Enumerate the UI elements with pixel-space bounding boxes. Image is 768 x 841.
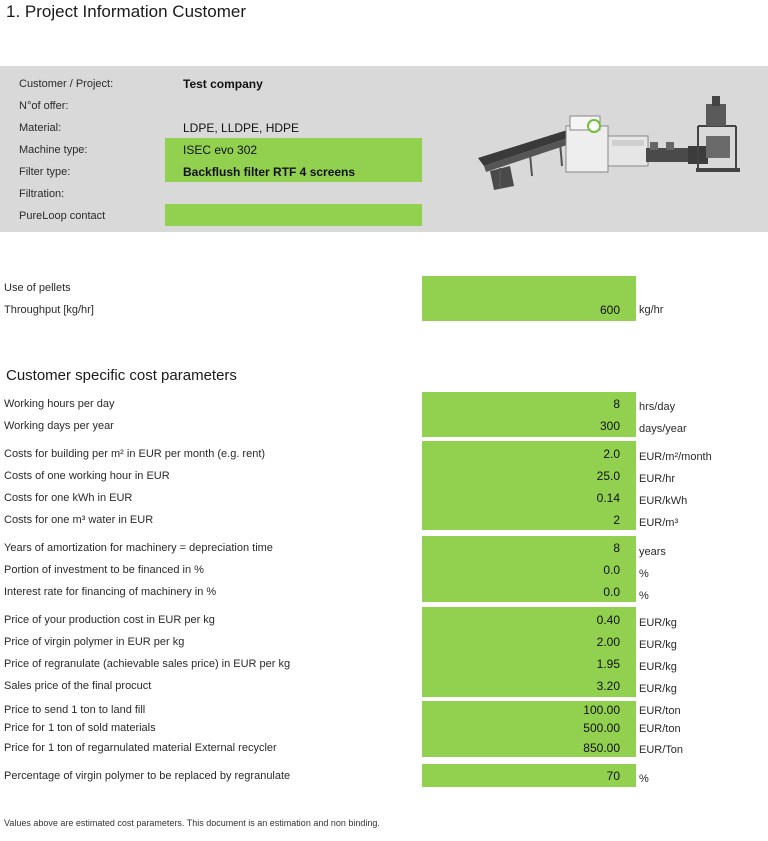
- param-label: Price for 1 ton of sold materials: [4, 722, 156, 734]
- param-value[interactable]: 8: [613, 541, 620, 555]
- footer-note: Values above are estimated cost parameters. This document is an estimation and non binding.: [4, 818, 380, 828]
- param-value[interactable]: 500.00: [583, 721, 620, 735]
- param-value[interactable]: 25.0: [596, 469, 620, 483]
- param-unit: hrs/day: [639, 401, 676, 413]
- cost-section-title: Customer specific cost parameters: [6, 367, 237, 384]
- param-unit: days/year: [639, 423, 687, 435]
- throughput-value[interactable]: 600: [599, 303, 620, 317]
- param-label: Price for 1 ton of regarnulated material External recycler: [4, 742, 277, 754]
- param-value[interactable]: 300: [599, 419, 620, 433]
- param-unit: EUR/ton: [639, 705, 681, 717]
- param-label: Working days per year: [4, 420, 114, 432]
- filter-label: Filter type:: [19, 166, 71, 178]
- param-unit: EUR/kg: [639, 617, 677, 629]
- param-unit: EUR/kg: [639, 683, 677, 695]
- param-unit: EUR/Ton: [639, 744, 684, 756]
- param-label: Years of amortization for machinery = depreciation time: [4, 542, 273, 554]
- throughput-label: Throughput [kg/hr]: [4, 304, 94, 316]
- param-value[interactable]: 2: [613, 513, 620, 527]
- param-label: Costs for one kWh in EUR: [4, 492, 133, 504]
- param-label: Costs for one m³ water in EUR: [4, 514, 154, 526]
- param-unit: EUR/ton: [639, 723, 681, 735]
- pellets-label: Use of pellets: [4, 282, 71, 294]
- param-value[interactable]: 0.0: [603, 585, 620, 599]
- param-unit: EUR/kg: [639, 639, 677, 651]
- contact-label: PureLoop contact: [19, 210, 106, 222]
- param-label: Interest rate for financing of machinery in %: [4, 586, 217, 598]
- param-unit: EUR/m³: [639, 517, 679, 529]
- param-label: Working hours per day: [4, 398, 115, 410]
- param-value[interactable]: 3.20: [596, 679, 620, 693]
- param-value[interactable]: 0.14: [596, 491, 620, 505]
- param-value[interactable]: 100.00: [583, 703, 620, 717]
- page-title: 1. Project Information Customer: [6, 2, 246, 21]
- param-value[interactable]: 0.0: [603, 563, 620, 577]
- param-label: Percentage of virgin polymer to be replaced by regranulate: [4, 770, 291, 782]
- param-value[interactable]: 1.95: [596, 657, 620, 671]
- filter-value[interactable]: Backflush filter RTF 4 screens: [183, 165, 356, 179]
- param-value[interactable]: 2.0: [603, 447, 620, 461]
- param-value[interactable]: 0.40: [596, 613, 620, 627]
- param-value[interactable]: 8: [613, 397, 620, 411]
- param-unit: %: [639, 568, 649, 580]
- param-unit: EUR/kg: [639, 661, 677, 673]
- param-unit: %: [639, 590, 649, 602]
- param-label: Price of regranulate (achievable sales price) in EUR per kg: [4, 658, 291, 670]
- param-label: Price to send 1 ton to land fill: [4, 704, 146, 716]
- param-label: Costs for building per m² in EUR per month (e.g. rent): [4, 448, 266, 460]
- customer-label: Customer / Project:: [19, 78, 114, 90]
- machine-value[interactable]: ISEC evo 302: [183, 143, 258, 157]
- param-unit: EUR/kWh: [639, 495, 688, 507]
- param-unit: years: [639, 546, 666, 558]
- customer-value[interactable]: Test company: [183, 77, 263, 91]
- param-label: Costs of one working hour in EUR: [4, 470, 170, 482]
- param-value[interactable]: 70: [606, 769, 620, 783]
- param-label: Price of your production cost in EUR per kg: [4, 614, 215, 626]
- param-value[interactable]: 850.00: [583, 741, 620, 755]
- machine-illustration: [470, 96, 750, 192]
- param-label: Sales price of the final procuct: [4, 680, 152, 692]
- material-label: Material:: [19, 122, 62, 134]
- material-value[interactable]: LDPE, LLDPE, HDPE: [183, 121, 300, 135]
- param-value[interactable]: 2.00: [596, 635, 620, 649]
- contact-input[interactable]: [165, 204, 422, 226]
- param-unit: %: [639, 773, 649, 785]
- param-unit: EUR/hr: [639, 473, 676, 485]
- param-unit: EUR/m²/month: [639, 451, 712, 463]
- param-label: Price of virgin polymer in EUR per kg: [4, 636, 185, 648]
- throughput-unit: kg/hr: [639, 304, 664, 316]
- machine-label: Machine type:: [19, 144, 88, 156]
- offer-label: N°of offer:: [19, 100, 69, 112]
- param-label: Portion of investment to be financed in %: [4, 564, 204, 576]
- filtration-label: Filtration:: [19, 188, 65, 200]
